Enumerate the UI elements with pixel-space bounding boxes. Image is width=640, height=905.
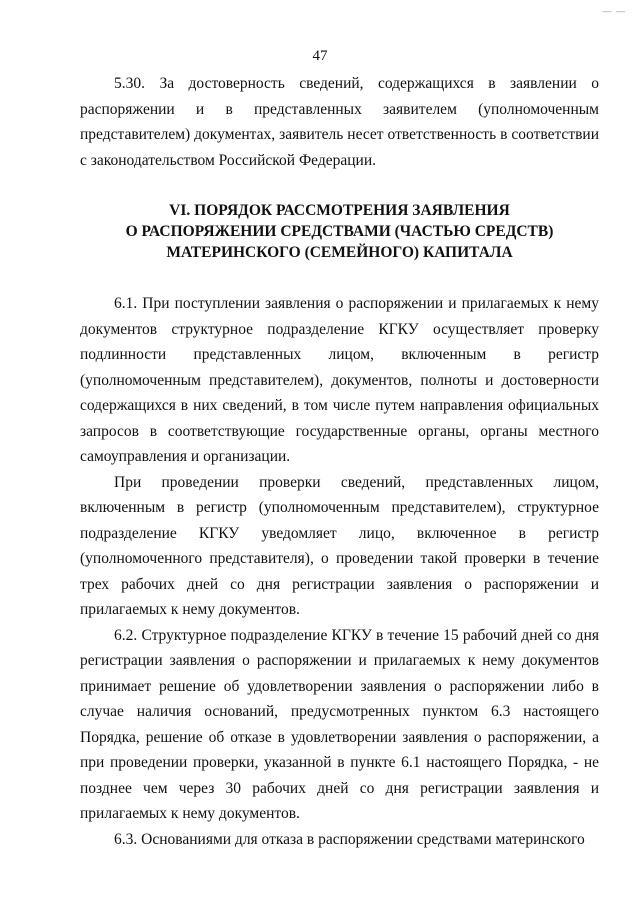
paragraph-5-30: 5.30. За достоверность сведений, содержащихся в заявлении о распоряжении и в представленных заявителем (уполномоченным представителем) документах, заявитель несет ответственность в соответствии с законодательством Российской Федерации. [80,75,599,169]
section-heading [80,200,599,263]
corner-mark: — — [602,6,626,16]
page-number: 47 [312,48,328,64]
paragraph-verification-notice: При проведении проверки сведений, представленных лицом, включенным в регистр (уполномоченным представителем), структурное подразделение КГКУ уведомляет лицо, включенное в регистр (уполномоченного представителя), о проведении такой проверки в течение трех рабочих дней со дня регистрации заявления о распоряжении и прилагаемых к нему документов. [80,473,599,618]
paragraph-6-1: 6.1. При поступлении заявления о распоряжении и прилагаемых к нему документов структурное подразделение КГКУ осуществляет проверку подлинности представленных лицом, включенным в регистр (уполномоченным представителем), документов, полноты и достоверности содержащихся в них сведений, в том числе путем направления официальных запросов в соответствующие государственные органы, органы местного самоуправления и организации. [80,295,599,465]
document-body [80,71,599,852]
paragraph-6-3: 6.3. Основаниями для отказа в распоряжении средствами материнского [114,830,585,848]
section-heading-line-3: МАТЕРИНСКОГО (СЕМЕЙНОГО) КАПИТАЛА [166,244,513,261]
paragraph-6-2: 6.2. Структурное подразделение КГКУ в течение 15 рабочий дней со дня регистрации заявления о распоряжении и прилагаемых к нему документов принимает решение об удовлетворении заявления о распоряжении либо в случае наличия оснований, предусмотренных пунктом 6.3 настоящего Порядка, решение об отказе в удовлетворении заявления о распоряжении, а при проведении проверки, указанной в пункте 6.1 настоящего Порядка, - не позднее чем через 30 рабочих дней со дня регистрации заявления и прилагаемых к нему документов. [80,626,599,822]
section-heading-line-1: VI. ПОРЯДОК РАССМОТРЕНИЯ ЗАЯВЛЕНИЯ [169,202,510,219]
section-heading-line-2: О РАСПОРЯЖЕНИИ СРЕДСТВАМИ (ЧАСТЬЮ СРЕДСТВ) [125,223,554,240]
